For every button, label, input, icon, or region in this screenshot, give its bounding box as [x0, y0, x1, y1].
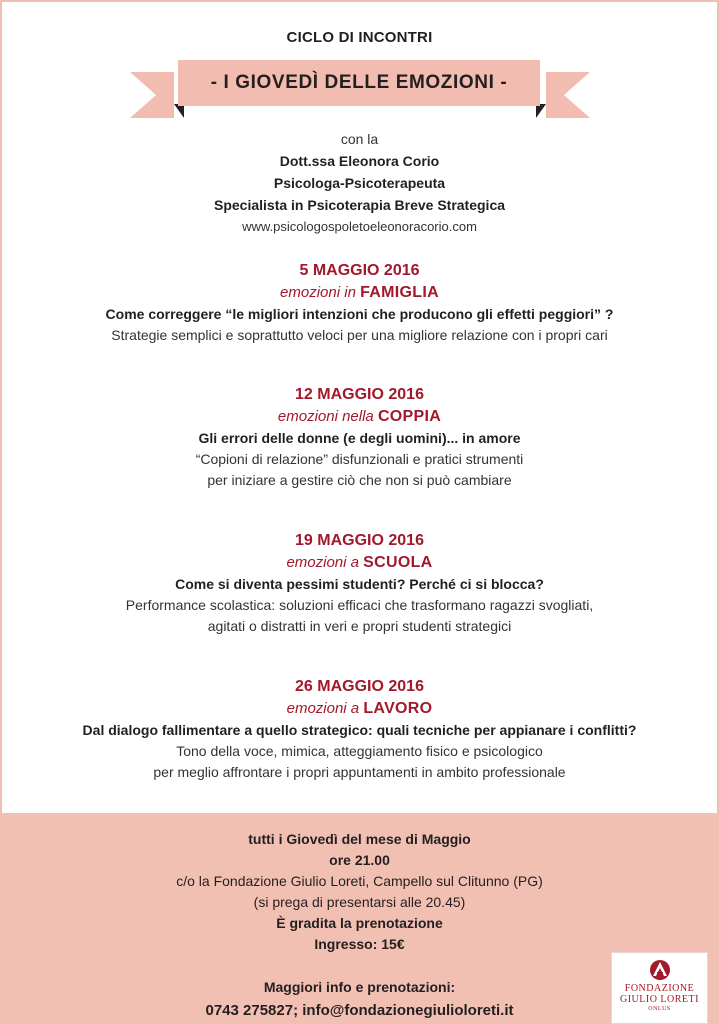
- event-description: agitati o distratti in veri e propri studenti strategici: [207, 618, 512, 634]
- ribbon-fold-left: [174, 104, 184, 118]
- event-description: Tono della voce, mimica, atteggiamento fisico e psicologico: [176, 743, 543, 759]
- event-theme: [0, 552, 719, 574]
- event-1: [0, 260, 719, 346]
- theme-lead: emozioni nella: [277, 408, 374, 425]
- event-3: [0, 530, 719, 637]
- title-ribbon: [0, 58, 719, 128]
- series-title: CICLO DI INCONTRI: [286, 29, 433, 46]
- footer-arrival-note: (si prega di presentarsi alle 20.45): [253, 894, 466, 910]
- speaker-block: [0, 128, 719, 238]
- venue-prefix: c/o la Fondazione Giulio Loreti: [176, 873, 366, 889]
- footer-schedule: tutti i Giovedì del mese di Maggio: [248, 831, 471, 847]
- event-description: per iniziare a gestire ciò che non si può cambiare: [207, 472, 512, 488]
- banner-title: - I GIOVEDÌ DELLE EMOZIONI -: [178, 60, 540, 106]
- info-label: Maggiori info e prenotazioni:: [263, 979, 456, 995]
- theme-word: COPPIA: [377, 408, 442, 425]
- event-4: [0, 676, 719, 783]
- ribbon-fold-right: [536, 104, 546, 118]
- logo-text-line1: FONDAZIONE: [624, 983, 695, 994]
- ribbon-left-tail: [130, 72, 174, 118]
- speaker-role: Psicologa-Psicoterapeuta: [273, 175, 446, 191]
- logo-text-line2: GIULIO LORETI: [620, 994, 699, 1005]
- event-description: Strategie semplici e soprattutto veloci per una migliore relazione con i propri cari: [111, 327, 608, 343]
- event-date: 12 MAGGIO 2016: [295, 386, 424, 403]
- event-question: Come correggere “le migliori intenzioni che producono gli effetti peggiori” ?: [105, 306, 614, 322]
- venue-suffix: , Campello sul Clitunno (PG): [365, 873, 543, 889]
- speaker-website-link[interactable]: www.psicologospoletoeleonoracorio.com: [242, 219, 477, 234]
- event-2: [0, 384, 719, 491]
- event-question: Gli errori delle donne (e degli uomini)... in amore: [198, 430, 521, 446]
- footer-booking: È gradita la prenotazione: [276, 915, 443, 931]
- event-date: 5 MAGGIO 2016: [299, 262, 420, 279]
- speaker-specialty: Specialista in Psicoterapia Breve Strategica: [213, 197, 506, 213]
- event-description: “Copioni di relazione” disfunzionali e pratici strumenti: [195, 451, 524, 467]
- logo-text-line3: ONLUS: [648, 1006, 671, 1012]
- theme-word: SCUOLA: [363, 554, 433, 571]
- foundation-logo: [611, 952, 708, 1024]
- event-question: Dal dialogo fallimentare a quello strategico: quali tecniche per appianare i conflitti?: [82, 722, 637, 738]
- footer-venue: [0, 871, 719, 892]
- event-date: 19 MAGGIO 2016: [295, 532, 424, 549]
- event-description: per meglio affrontare i propri appuntamenti in ambito professionale: [153, 764, 566, 780]
- event-theme: [0, 282, 719, 304]
- foundation-logo-icon: [647, 959, 673, 981]
- footer-details: [0, 829, 719, 955]
- speaker-intro: con la: [340, 131, 379, 147]
- event-theme: [0, 698, 719, 720]
- speaker-name: Dott.ssa Eleonora Corio: [279, 153, 440, 169]
- ribbon-right-tail: [546, 72, 590, 118]
- contact-link[interactable]: 0743 275827; info@fondazionegiulioloreti.it: [205, 1002, 514, 1019]
- footer-time: ore 21.00: [329, 852, 390, 868]
- theme-lead: emozioni in: [280, 284, 356, 301]
- theme-lead: emozioni a: [286, 700, 360, 717]
- theme-word: LAVORO: [363, 700, 433, 717]
- footer-entry: Ingresso: 15€: [314, 936, 405, 952]
- theme-lead: emozioni a: [286, 554, 359, 571]
- event-description: Performance scolastica: soluzioni efficaci che trasformano ragazzi svogliati,: [125, 597, 594, 613]
- event-question: Come si diventa pessimi studenti? Perché ci si blocca?: [175, 576, 544, 592]
- event-date: 26 MAGGIO 2016: [295, 678, 424, 695]
- theme-word: FAMIGLIA: [360, 284, 439, 301]
- event-theme: [0, 406, 719, 428]
